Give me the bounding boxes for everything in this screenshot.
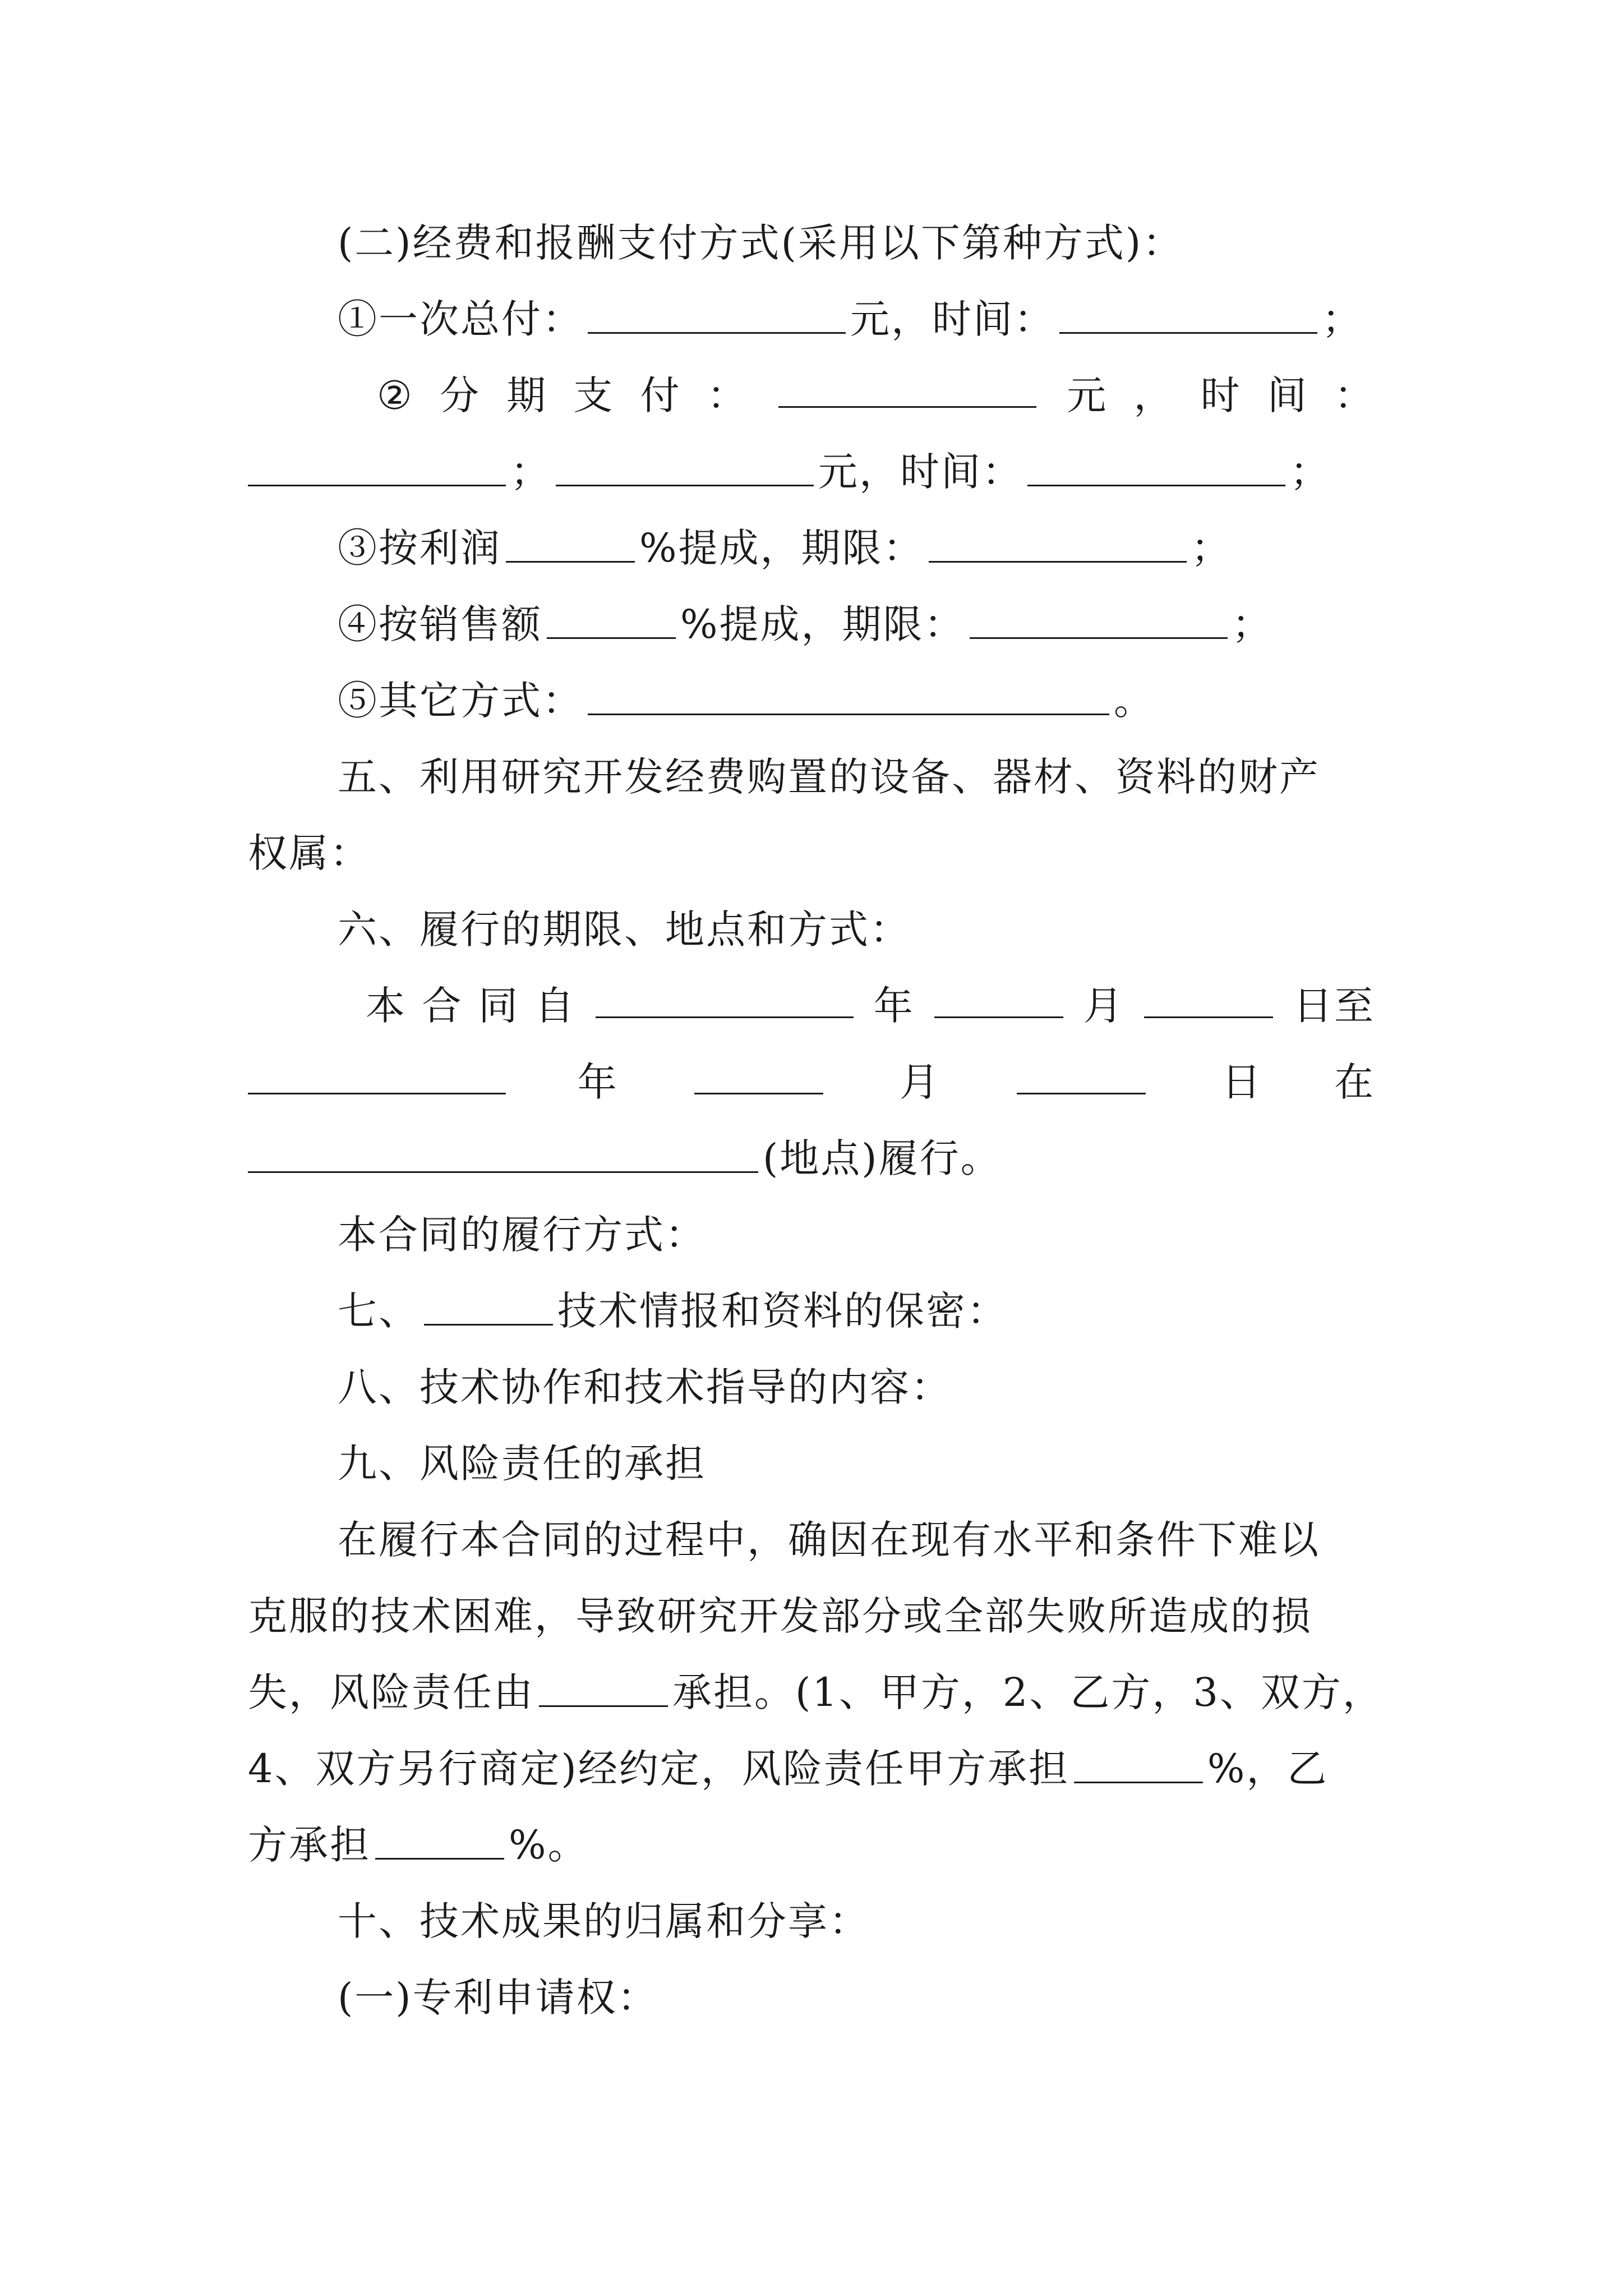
year-blank (596, 982, 854, 1018)
day-blank (1144, 982, 1273, 1018)
text: (一)专利申请权： (338, 1975, 658, 2021)
text: 本 (366, 983, 407, 1029)
text: 承担。(1、甲方，2、乙方，3、双方， (672, 1669, 1384, 1715)
text: 月 (899, 1059, 940, 1105)
installment-line (248, 365, 1375, 426)
time-blank (248, 441, 506, 486)
profit-share-line (248, 517, 1375, 579)
performance-method (248, 1204, 1375, 1266)
time-blank (1059, 288, 1317, 334)
risk-paragraph-3 (248, 1662, 1384, 1723)
text: 元，时间： (850, 296, 1055, 342)
place-blank (248, 1128, 758, 1173)
text: 在 (1334, 1059, 1375, 1105)
text: ⑤其它方式： (338, 678, 583, 724)
text: %提成，期限： (639, 525, 924, 571)
text: (地点)履行。 (763, 1135, 1002, 1181)
text: 时 (1200, 372, 1242, 418)
sales-share-line (248, 593, 1375, 655)
lump-sum-line (248, 288, 1375, 350)
risk-paragraph-2 (248, 1585, 1375, 1647)
text: 技术情报和资料的保密： (557, 1288, 1008, 1334)
text: (二)经费和报酬支付方式(采用以下第种方式)： (338, 220, 1184, 266)
text: 日至 (1293, 983, 1375, 1029)
text: 。 (1114, 678, 1155, 724)
text: 在履行本合同的过程中，确因在现有水平和条件下难以 (338, 1517, 1320, 1563)
text: 方承担 (248, 1822, 371, 1868)
text: 年 (873, 983, 915, 1029)
other-blank (588, 670, 1109, 715)
section-ten-heading (248, 1890, 1375, 1952)
text: 日 (1221, 1059, 1263, 1105)
place-line (248, 1128, 1375, 1189)
other-method-line (248, 670, 1375, 731)
text: ； (1191, 525, 1232, 571)
text: 本合同的履行方式： (338, 1212, 706, 1258)
section-nine-heading (248, 1433, 1375, 1494)
text: 4、双方另行商定)经约定，风险责任甲方承担 (248, 1746, 1069, 1792)
day-blank (1017, 1058, 1146, 1094)
time-blank (1027, 441, 1285, 486)
patent-right-heading (248, 1967, 1375, 2028)
term-line-1 (248, 975, 1375, 1037)
text: ； (1290, 449, 1331, 495)
section-seven-heading (248, 1280, 1375, 1342)
text: 元 (1067, 372, 1108, 418)
text: ： (1334, 372, 1375, 418)
text: 八、技术协作和技术指导的内容： (338, 1364, 952, 1410)
risk-paragraph-5 (248, 1814, 1375, 1876)
party-blank (424, 1280, 553, 1326)
text: 权属： (248, 830, 371, 876)
text: ①一次总付： (338, 296, 583, 342)
month-blank (694, 1058, 823, 1094)
section-eight-heading (248, 1356, 1375, 1418)
text: 自 (534, 983, 576, 1029)
text: %，乙 (1207, 1746, 1329, 1792)
text: ， (1133, 372, 1175, 418)
text: ： (707, 372, 748, 418)
text: 九、风险责任的承担 (338, 1441, 706, 1487)
section-five-heading (248, 746, 1375, 808)
risk-paragraph-4 (248, 1738, 1375, 1800)
percent-blank (547, 593, 676, 639)
party-blank (539, 1662, 668, 1707)
text: 元，时间： (818, 449, 1023, 495)
section-six-heading (248, 899, 1375, 960)
installment-line-2 (248, 441, 1375, 503)
percent-blank (1074, 1738, 1203, 1783)
text: 月 (1083, 983, 1124, 1029)
text: ④按销售额 (338, 601, 542, 647)
risk-paragraph-1 (248, 1509, 1375, 1571)
period-blank (970, 593, 1228, 639)
text: %。 (509, 1822, 589, 1868)
amount-blank (778, 371, 1036, 408)
payment-method-heading (248, 212, 1375, 274)
percent-blank (506, 517, 635, 563)
text: ； (1232, 601, 1273, 647)
text: 七、 (338, 1288, 419, 1334)
section-five-cont (248, 822, 1375, 884)
text: 五、利用研究开发经费购置的设备、器材、资料的财产 (338, 754, 1320, 800)
text: 合 (422, 983, 463, 1029)
amount-blank (556, 441, 814, 486)
text: 期 (506, 372, 548, 418)
text: 克服的技术困难，导致研究开发部分或全部失败所造成的损 (248, 1593, 1312, 1639)
text: 年 (577, 1059, 619, 1105)
text: ； (510, 449, 551, 495)
amount-blank (588, 288, 846, 334)
text: 间 (1267, 372, 1308, 418)
term-line-2 (248, 1051, 1375, 1113)
period-blank (929, 517, 1187, 563)
text: 失，风险责任由 (248, 1669, 534, 1715)
text: 分 (439, 372, 481, 418)
text: 同 (478, 983, 520, 1029)
percent-blank (375, 1814, 504, 1860)
text: %提成，期限： (680, 601, 965, 647)
text: ； (1322, 296, 1363, 342)
text: 十、技术成果的归属和分享： (338, 1898, 870, 1944)
text: ② (377, 372, 414, 418)
year-blank (248, 1058, 506, 1094)
text: 六、履行的期限、地点和方式： (338, 907, 911, 953)
text: 付 (640, 372, 681, 418)
month-blank (934, 982, 1063, 1018)
text: 支 (573, 372, 615, 418)
text: ③按利润 (338, 525, 501, 571)
